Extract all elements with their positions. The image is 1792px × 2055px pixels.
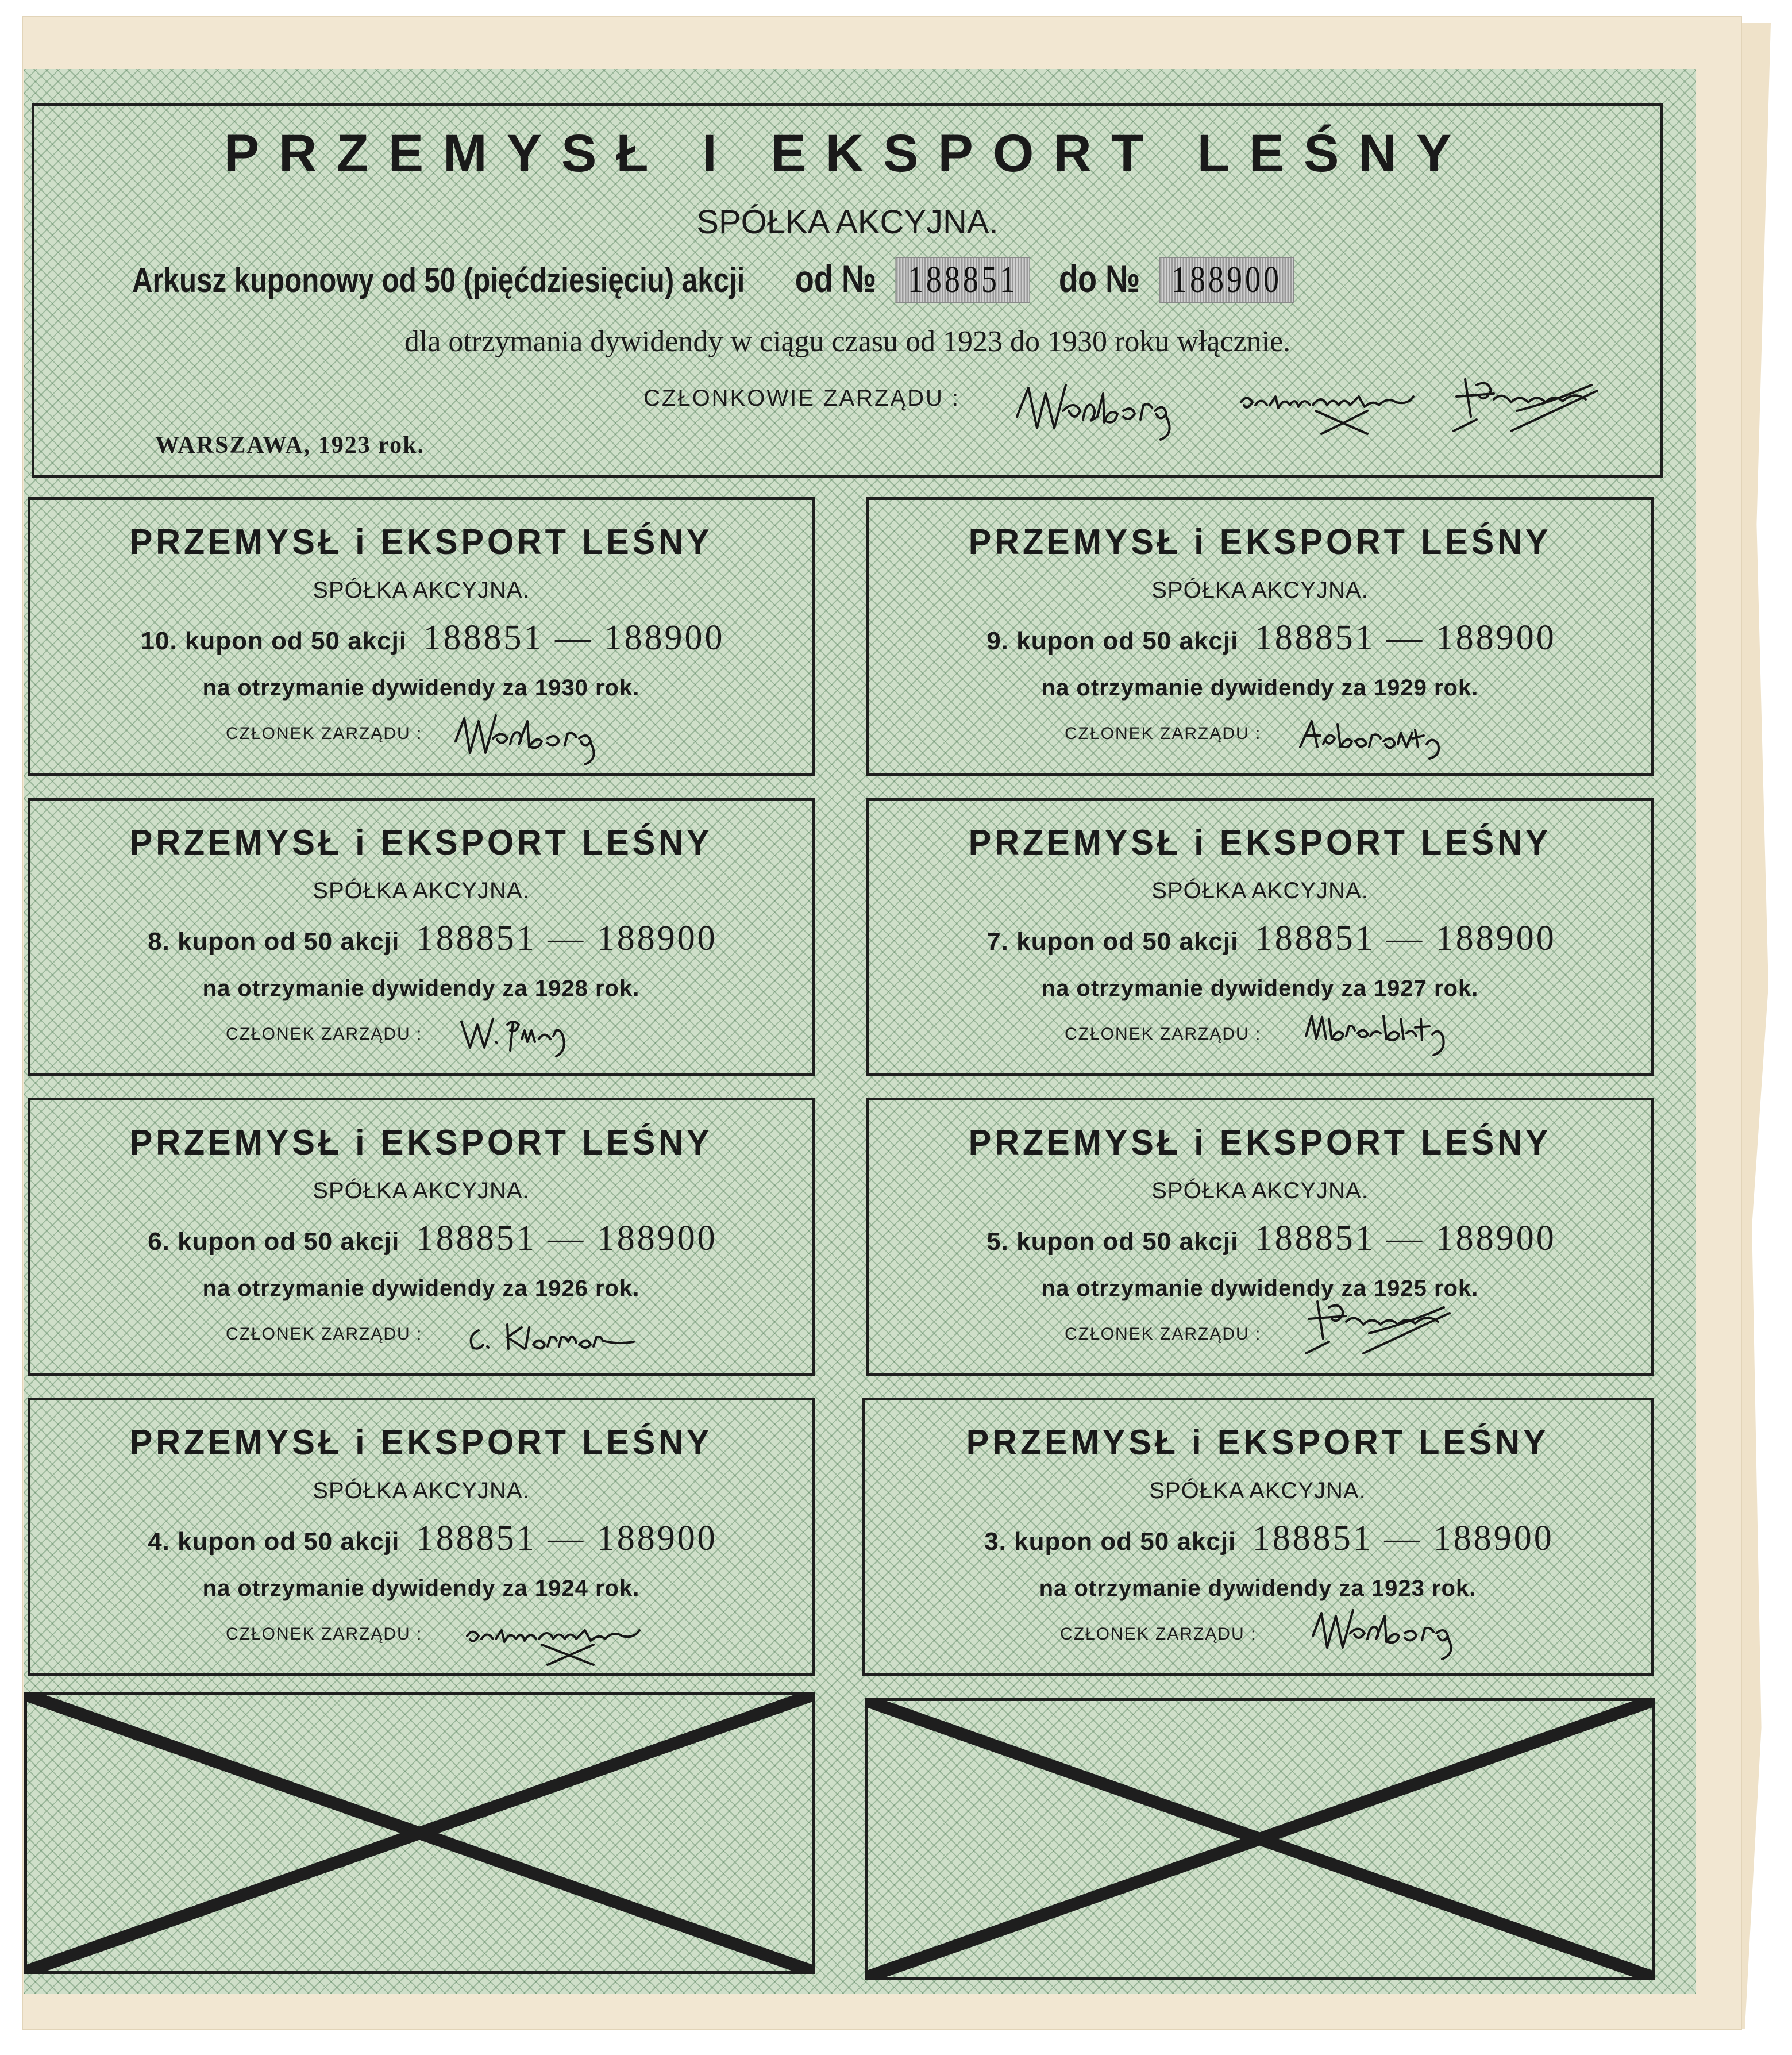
board-member-label: CZŁONEK ZARZĄDU : [1065,1025,1262,1044]
coupon-label: 3. kupon od 50 akcji [984,1527,1236,1556]
board-member-label: CZŁONEK ZARZĄDU : [1060,1625,1257,1644]
coupon-label: 7. kupon od 50 akcji [986,928,1239,956]
arkusz-label: Arkusz kuponowy od 50 (pięćdziesięciu) akcji [132,261,745,299]
company-subtitle: SPÓŁKA AKCYJNA. [696,203,999,241]
coupon-label: 9. kupon od 50 akcji [986,627,1239,655]
coupon-signature [1294,713,1467,759]
coupon-label: 8. kupon od 50 akcji [148,928,400,956]
coupon-5 [866,1098,1654,1376]
coupon-title: PRZEMYSŁ i EKSPORT LEŚNY [129,522,713,562]
board-member-label: CZŁONEK ZARZĄDU : [1065,1325,1262,1344]
coupon-subtitle: SPÓŁKA AKCYJNA. [1149,1478,1366,1503]
coupon-title: PRZEMYSŁ i EKSPORT LEŚNY [129,1423,713,1463]
do-label: do № [1058,257,1140,300]
coupon-signature [461,1313,668,1359]
coupon-year-line: na otrzymanie dywidendy za 1930 rok. [202,675,640,701]
signature-3 [1448,368,1637,442]
coupon-7 [866,798,1654,1076]
coupon-subtitle: SPÓŁKA AKCYJNA. [313,1178,530,1203]
coupon-range: 188851 — 188900 [415,919,718,958]
coupon-title: PRZEMYSŁ i EKSPORT LEŚNY [968,522,1552,562]
coupon-title: PRZEMYSŁ i EKSPORT LEŚNY [129,823,713,863]
coupon-subtitle: SPÓŁKA AKCYJNA. [1151,578,1369,603]
coupon-subtitle: SPÓŁKA AKCYJNA. [313,878,530,903]
coupon-number-line [65,1218,800,1259]
coupon-range: 188851 — 188900 [1254,1219,1556,1258]
coupon-number-line [904,618,1639,659]
coupon-number-line [65,1518,800,1559]
coupon-title: PRZEMYSŁ i EKSPORT LEŚNY [966,1423,1550,1463]
coupon-9 [866,497,1654,776]
signature-1 [1011,376,1201,445]
cancelled-coupon-right [865,1698,1655,1980]
coupon-year-line: na otrzymanie dywidendy za 1925 rok. [1041,1276,1479,1301]
coupon-title: PRZEMYSŁ i EKSPORT LEŚNY [129,1123,713,1163]
company-title: PRZEMYSŁ I EKSPORT LEŚNY [223,124,1471,183]
cancel-cross-mark [868,1701,1652,1977]
coupon-year-line: na otrzymanie dywidendy za 1927 rok. [1041,976,1479,1001]
signature-2 [1235,379,1425,442]
cancelled-coupon-left [24,1692,815,1974]
number-to: 188900 [1159,257,1294,303]
coupon-range: 188851 — 188900 [415,1519,718,1558]
cancel-cross-mark [27,1695,812,1971]
board-member-label: CZŁONEK ZARZĄDU : [226,1325,423,1344]
coupon-6 [28,1098,815,1376]
number-from: 188851 [896,257,1031,303]
arkusz-line [132,257,1305,303]
coupon-year-line: na otrzymanie dywidendy za 1923 rok. [1039,1576,1477,1601]
board-member-label: CZŁONEK ZARZĄDU : [226,1025,423,1044]
coupon-signature [461,1613,651,1671]
coupon-subtitle: SPÓŁKA AKCYJNA. [1151,878,1369,903]
sheet-header [32,103,1663,478]
coupon-number-line [904,918,1639,959]
coupon-label: 10. kupon od 50 akcji [140,627,407,655]
coupon-signature [450,710,639,761]
board-member-label: CZŁONEK ZARZĄDU : [1065,724,1262,743]
coupon-title: PRZEMYSŁ i EKSPORT LEŚNY [968,1123,1552,1163]
coupon-8 [28,798,815,1076]
coupon-range: 188851 — 188900 [423,618,725,657]
coupon-number-line [904,1218,1639,1259]
coupon-label: 6. kupon od 50 akcji [148,1227,400,1256]
coupon-range: 188851 — 188900 [1254,618,1556,657]
coupon-number-line [65,618,800,659]
od-label: od № [795,257,877,300]
coupon-number-line [65,918,800,959]
board-member-label: CZŁONEK ZARZĄDU : [226,1625,423,1644]
board-members-label: CZŁONKOWIE ZARZĄDU : [643,386,961,411]
coupon-year-line: na otrzymanie dywidendy za 1926 rok. [202,1276,640,1301]
coupon-3 [862,1398,1654,1676]
coupon-10 [28,497,815,776]
coupon-range: 188851 — 188900 [1254,919,1556,958]
place-date: WARSZAWA, 1923 rok. [155,432,425,459]
coupon-signature [456,1007,628,1059]
coupon-subtitle: SPÓŁKA AKCYJNA. [313,578,530,603]
coupon-range: 188851 — 188900 [415,1219,718,1258]
coupon-title: PRZEMYSŁ i EKSPORT LEŚNY [968,823,1552,863]
coupon-number-line [899,1518,1639,1559]
coupon-signature [1300,1290,1473,1365]
board-member-label: CZŁONEK ZARZĄDU : [226,724,423,743]
coupon-subtitle: SPÓŁKA AKCYJNA. [1151,1178,1369,1203]
dividend-period-line: dla otrzymania dywidendy w ciągu czasu od 1923 do 1930 roku włącznie. [404,325,1291,358]
coupon-year-line: na otrzymanie dywidendy za 1929 rok. [1041,675,1479,701]
coupon-year-line: na otrzymanie dywidendy za 1928 rok. [202,976,640,1001]
coupon-signature [1307,1604,1497,1662]
coupon-range: 188851 — 188900 [1252,1519,1554,1558]
coupon-subtitle: SPÓŁKA AKCYJNA. [313,1478,530,1503]
coupon-label: 5. kupon od 50 akcji [986,1227,1239,1256]
coupon-year-line: na otrzymanie dywidendy za 1924 rok. [202,1576,640,1601]
coupon-label: 4. kupon od 50 akcji [148,1527,400,1556]
coupon-4 [28,1398,815,1676]
coupon-signature [1300,1005,1473,1056]
